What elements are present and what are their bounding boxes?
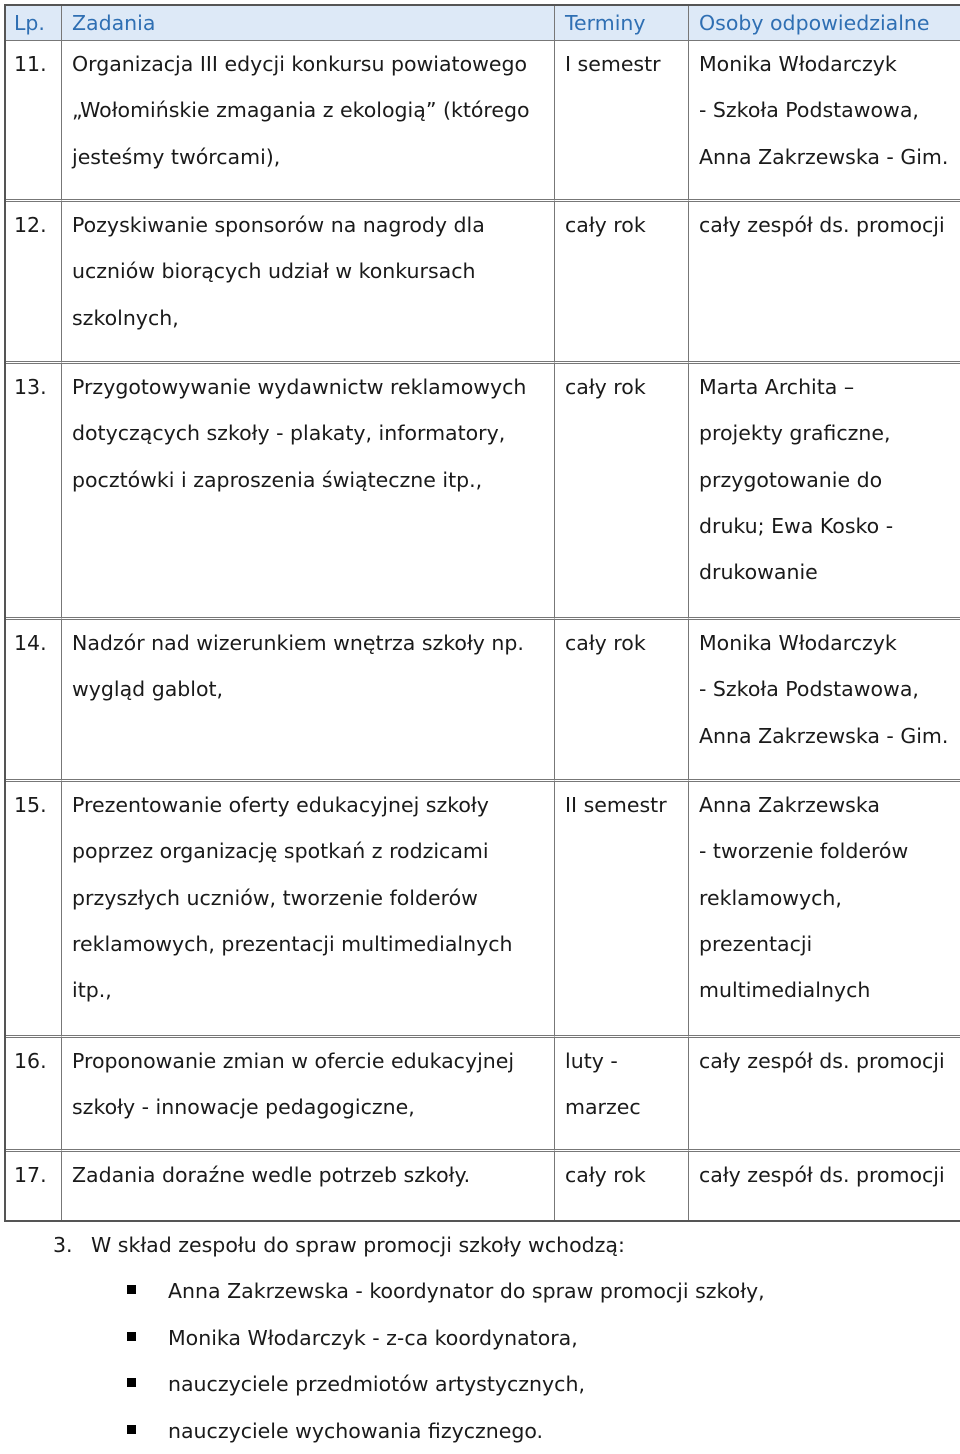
owner-line: druku; Ewa Kosko - <box>699 503 960 549</box>
task-line: Organizacja III edycji konkursu powiatowego <box>72 41 554 87</box>
task-line: pocztówki i zaproszenia świąteczne itp., <box>72 457 554 503</box>
team-member-list <box>0 1268 765 1454</box>
term-line: cały rok <box>565 620 688 666</box>
term-line: marzec <box>565 1084 688 1130</box>
term-line: I semestr <box>565 41 688 87</box>
header-term: Terminy <box>555 6 689 41</box>
cell-owner <box>689 1038 960 1152</box>
term-line: cały rok <box>565 364 688 410</box>
cell-owner <box>689 364 960 620</box>
list-item-text: nauczyciele przedmiotów artystycznych, <box>168 1372 585 1396</box>
table-row <box>6 41 960 202</box>
term-line: II semestr <box>565 782 688 828</box>
task-line: Proponowanie zmian w ofercie edukacyjnej <box>72 1038 554 1084</box>
owner-line: cały zespół ds. promocji <box>699 1152 960 1198</box>
task-line: szkolnych, <box>72 295 554 341</box>
task-line: jesteśmy twórcami), <box>72 134 554 180</box>
owner-line: Monika Włodarczyk <box>699 620 960 666</box>
table-row <box>6 1152 960 1220</box>
cell-lp: 12. <box>6 202 62 364</box>
owner-line: Monika Włodarczyk <box>699 41 960 87</box>
cell-lp: 15. <box>6 782 62 1038</box>
table-row <box>6 782 960 1038</box>
cell-lp: 16. <box>6 1038 62 1152</box>
cell-lp: 13. <box>6 364 62 620</box>
cell-task <box>62 782 555 1038</box>
cell-owner <box>689 41 960 202</box>
task-line: przyszłych uczniów, tworzenie folderów <box>72 875 554 921</box>
task-line: uczniów biorących udział w konkursach <box>72 248 554 294</box>
task-line: itp., <box>72 967 554 1013</box>
owner-line: reklamowych, <box>699 875 960 921</box>
term-line: cały rok <box>565 202 688 248</box>
list-item <box>0 1408 765 1454</box>
owner-line: - Szkoła Podstawowa, <box>699 666 960 712</box>
table-row <box>6 202 960 364</box>
task-line: Zadania doraźne wedle potrzeb szkoły. <box>72 1152 554 1198</box>
term-line: cały rok <box>565 1152 688 1198</box>
square-bullet-icon <box>127 1332 136 1341</box>
cell-owner <box>689 1152 960 1220</box>
list-item <box>0 1315 765 1362</box>
cell-owner <box>689 782 960 1038</box>
list-item <box>0 1268 765 1315</box>
cell-term <box>555 202 689 364</box>
cell-task <box>62 620 555 782</box>
cell-term <box>555 782 689 1038</box>
list-item-text: Anna Zakrzewska - koordynator do spraw promocji szkoły, <box>168 1279 765 1303</box>
cell-owner <box>689 202 960 364</box>
task-line: Pozyskiwanie sponsorów na nagrody dla <box>72 202 554 248</box>
square-bullet-icon <box>127 1425 136 1434</box>
cell-task <box>62 364 555 620</box>
cell-task <box>62 1038 555 1152</box>
owner-line: drukowanie <box>699 549 960 595</box>
owner-line: - Szkoła Podstawowa, <box>699 87 960 133</box>
cell-term <box>555 620 689 782</box>
square-bullet-icon <box>127 1285 136 1294</box>
task-line: Przygotowywanie wydawnictw reklamowych <box>72 364 554 410</box>
table-row <box>6 620 960 782</box>
list-item-text: nauczyciele wychowania fizycznego. <box>168 1419 543 1443</box>
owner-line: Marta Archita – <box>699 364 960 410</box>
table-header-row <box>6 6 960 41</box>
task-line: reklamowych, prezentacji multimedialnych <box>72 921 554 967</box>
task-line: Nadzór nad wizerunkiem wnętrza szkoły np. <box>72 620 554 666</box>
owner-line: prezentacji <box>699 921 960 967</box>
owner-line: projekty graficzne, <box>699 410 960 456</box>
cell-lp: 14. <box>6 620 62 782</box>
owner-line: cały zespół ds. promocji <box>699 1038 960 1084</box>
header-owner: Osoby odpowiedzialne <box>689 6 960 41</box>
cell-task <box>62 202 555 364</box>
task-line: wygląd gablot, <box>72 666 554 712</box>
owner-line: multimedialnych <box>699 967 960 1013</box>
task-line: szkoły - innowacje pedagogiczne, <box>72 1084 554 1130</box>
task-line: Prezentowanie oferty edukacyjnej szkoły <box>72 782 554 828</box>
owner-line: cały zespół ds. promocji <box>699 202 960 248</box>
owner-line: Anna Zakrzewska - Gim. <box>699 134 960 180</box>
owner-line: przygotowanie do <box>699 457 960 503</box>
section-number: 3. <box>53 1222 91 1268</box>
cell-term <box>555 1152 689 1220</box>
header-task: Zadania <box>62 6 555 41</box>
cell-lp: 11. <box>6 41 62 202</box>
owner-line: - tworzenie folderów <box>699 828 960 874</box>
owner-line: Anna Zakrzewska - Gim. <box>699 713 960 759</box>
section-heading <box>53 1222 625 1268</box>
term-line: luty - <box>565 1038 688 1084</box>
promotion-tasks-table <box>4 4 960 1222</box>
cell-task <box>62 41 555 202</box>
list-item-text: Monika Włodarczyk - z-ca koordynatora, <box>168 1326 578 1350</box>
section-heading-text: W skład zespołu do spraw promocji szkoły wchodzą: <box>91 1233 625 1257</box>
header-lp: Lp. <box>6 6 62 41</box>
table-row <box>6 364 960 620</box>
task-line: poprzez organizację spotkań z rodzicami <box>72 828 554 874</box>
task-line: „Wołomińskie zmagania z ekologią” (którego <box>72 87 554 133</box>
square-bullet-icon <box>127 1378 136 1387</box>
cell-lp: 17. <box>6 1152 62 1220</box>
owner-line: Anna Zakrzewska <box>699 782 960 828</box>
list-item <box>0 1361 765 1408</box>
table-row <box>6 1038 960 1152</box>
cell-term <box>555 1038 689 1152</box>
cell-term <box>555 364 689 620</box>
cell-owner <box>689 620 960 782</box>
cell-term <box>555 41 689 202</box>
task-line: dotyczących szkoły - plakaty, informatory, <box>72 410 554 456</box>
cell-task <box>62 1152 555 1220</box>
